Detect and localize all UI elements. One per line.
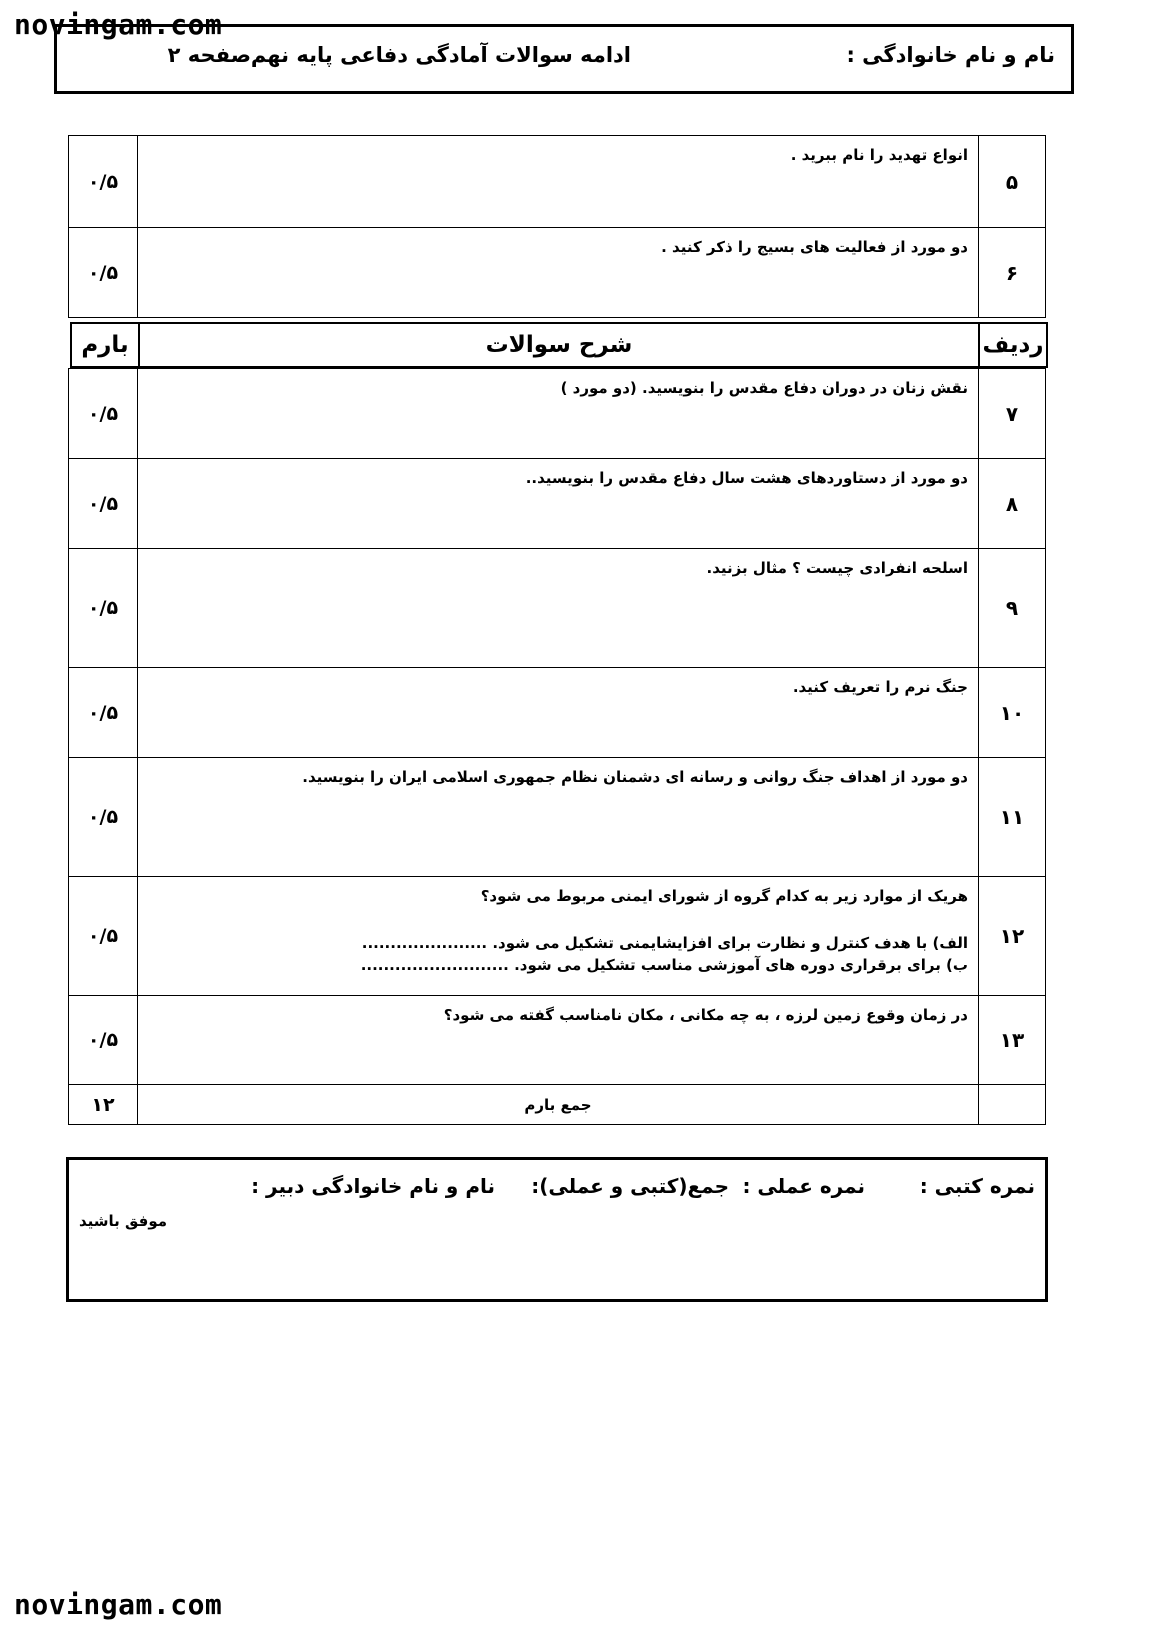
top-questions-table (68, 135, 1046, 318)
question-line: الف) با هدف کنترل و نظارت برای افزایشایمنی تشکیل می شود. ...................... (361, 933, 968, 952)
question-row (69, 549, 1046, 668)
question-text (138, 996, 979, 1085)
question-line: دو مورد از اهداف جنگ روانی و رسانه ای دشمنان نظام جمهوری اسلامی ایران را بنویسید. (302, 768, 968, 786)
column-header-score: بارم (72, 324, 140, 366)
question-score: ۰/۵ (69, 758, 138, 877)
column-header (70, 322, 1048, 368)
question-score: ۰/۵ (69, 996, 138, 1085)
question-line: دو مورد از فعالیت های بسیج را ذکر کنید . (661, 238, 968, 256)
question-line: هریک از موارد زیر به کدام گروه از شورای ایمنی مربوط می شود؟ (480, 887, 968, 905)
question-number: ۸ (979, 459, 1046, 549)
question-score: ۰/۵ (69, 369, 138, 459)
question-row (69, 136, 1046, 228)
question-row (69, 877, 1046, 996)
total-empty-cell (979, 1085, 1046, 1125)
question-line: جنگ نرم را تعریف کنید. (792, 678, 968, 696)
question-row (69, 668, 1046, 758)
question-text (138, 668, 979, 758)
question-score: ۰/۵ (69, 136, 138, 228)
question-row (69, 459, 1046, 549)
student-name-label: نام و نام خانوادگی : (846, 43, 1055, 67)
question-number: ۷ (979, 369, 1046, 459)
header-box (54, 24, 1074, 94)
question-line: دو مورد از دستاوردهای هشت سال دفاع مقدس را بنویسید.. (525, 469, 968, 487)
question-score: ۰/۵ (69, 228, 138, 318)
question-row (69, 996, 1046, 1085)
question-line: در زمان وقوع زمین لرزه ، به چه مکانی ، مکان نامناسب گفته می شود؟ (443, 1006, 968, 1024)
question-score: ۰/۵ (69, 877, 138, 996)
question-line: اسلحه انفرادی چیست ؟ مثال بزنید. (706, 559, 968, 577)
question-line: انواع تهدید را نام ببرید . (790, 146, 968, 164)
question-text (138, 877, 979, 996)
question-number: ۱۳ (979, 996, 1046, 1085)
question-text (138, 136, 979, 228)
question-text (138, 549, 979, 668)
exam-title: ادامه سوالات آمادگی دفاعی پایه نهم (250, 43, 631, 67)
total-value: ۱۲ (69, 1085, 138, 1125)
question-text (138, 369, 979, 459)
total-row (69, 1085, 1046, 1125)
question-text (138, 228, 979, 318)
written-score-label: نمره کتبی : (919, 1174, 1035, 1198)
question-number: ۱۱ (979, 758, 1046, 877)
footer-box (66, 1157, 1048, 1302)
question-line: ب) برای برقراری دوره های آموزشی مناسب تشکیل می شود. .......................... (360, 956, 968, 974)
question-line: نقش زنان در دوران دفاع مقدس را بنویسید. (دو مورد ) (560, 379, 968, 397)
watermark-bottom: novingam.com (14, 1588, 223, 1621)
question-row (69, 758, 1046, 877)
question-number: ۱۲ (979, 877, 1046, 996)
questions-table (68, 368, 1046, 1125)
question-number: ۹ (979, 549, 1046, 668)
total-label: جمع بارم (138, 1085, 979, 1125)
question-score: ۰/۵ (69, 459, 138, 549)
question-number: ۱۰ (979, 668, 1046, 758)
total-score-label: جمع(کتبی و عملی): (531, 1174, 729, 1198)
page-number: صفحه ۲ (167, 43, 251, 67)
question-score: ۰/۵ (69, 549, 138, 668)
question-number: ۶ (979, 228, 1046, 318)
good-luck-text: موفق باشید (79, 1212, 168, 1230)
question-number: ۵ (979, 136, 1046, 228)
watermark-top: novingam.com (14, 8, 223, 41)
column-header-description: شرح سوالات (485, 332, 633, 358)
practical-score-label: نمره عملی : (742, 1174, 865, 1198)
question-row (69, 369, 1046, 459)
question-text (138, 758, 979, 877)
teacher-name-label: نام و نام خانوادگی دبیر : (251, 1174, 495, 1198)
question-row (69, 228, 1046, 318)
spacer (148, 908, 968, 932)
column-header-row: ردیف (978, 324, 1046, 366)
question-score: ۰/۵ (69, 668, 138, 758)
question-text (138, 459, 979, 549)
